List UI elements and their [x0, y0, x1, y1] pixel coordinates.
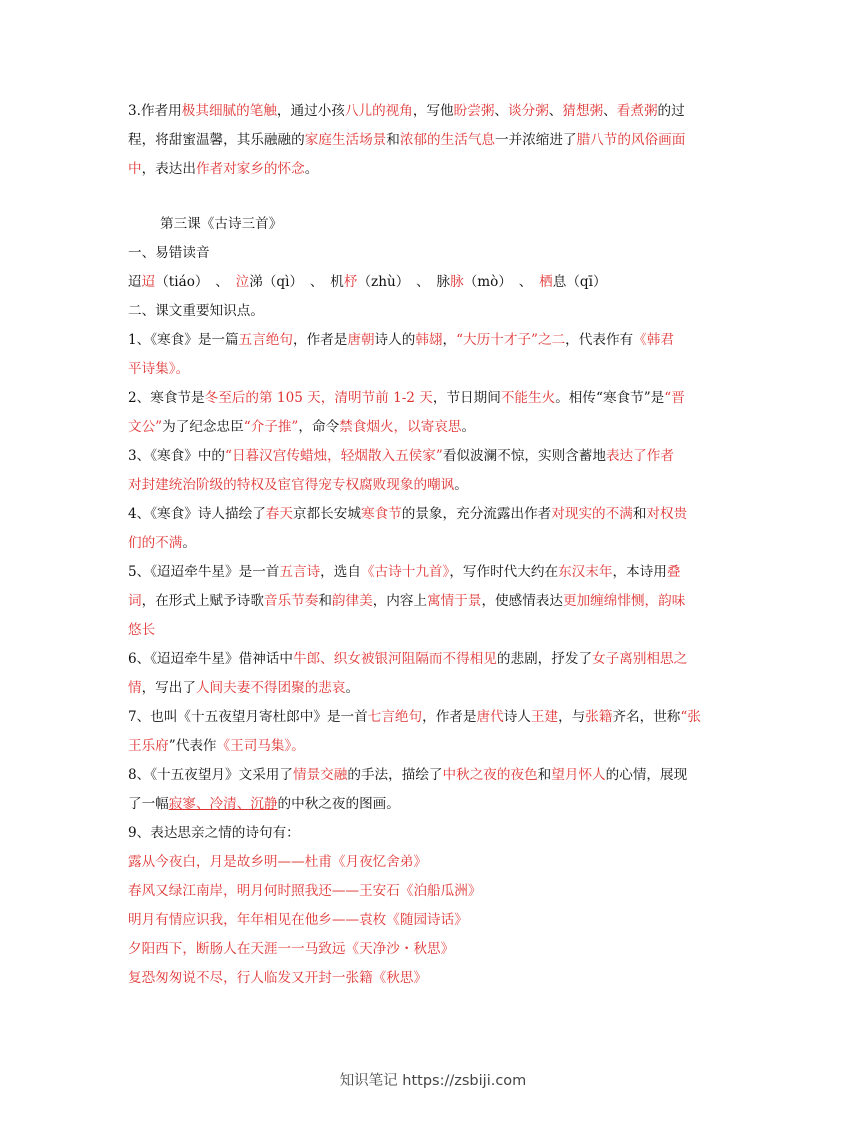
text-segment: 的悲剧，抒发了: [496, 651, 593, 667]
lines-line: [128, 297, 740, 326]
text-segment: 齐名，世称: [612, 709, 681, 725]
text-segment: （tiáo） 、: [155, 274, 236, 290]
text-segment: （zhù） 、 脉: [357, 274, 451, 290]
lines-line: [128, 442, 740, 471]
highlighted-text: 杼: [343, 274, 358, 290]
lines-line: [128, 268, 740, 297]
text-segment: ，写他: [412, 103, 454, 119]
lines-line: [128, 384, 740, 413]
lines-line: [128, 732, 740, 761]
text-segment: ”代表作: [168, 738, 217, 754]
lines-line: [128, 877, 740, 906]
highlighted-text: 家庭生活场景: [304, 132, 387, 148]
lines-line: [128, 239, 740, 268]
highlighted-text: 复恐匆匆说不尽，行人临发又开封一张籍《秋思》: [128, 970, 428, 986]
text-segment: 和: [318, 593, 332, 609]
highlighted-text: 迢: [141, 274, 156, 290]
text-segment: ，选自: [320, 564, 361, 580]
highlighted-text: 唐代: [476, 709, 504, 725]
text-segment: ，在形式上赋予诗歌: [141, 593, 264, 609]
highlighted-text: 腊八节的风俗画面: [576, 132, 686, 148]
lines-line: [128, 645, 740, 674]
text-segment: 看似波澜不惊，实则含蓄地: [442, 448, 606, 464]
text-segment: 8、《十五夜望月》文采用了: [128, 767, 293, 783]
text-segment: 。: [345, 680, 360, 696]
highlighted-text: 悠长: [128, 622, 156, 638]
highlighted-text: 春天: [265, 506, 293, 522]
lines-line: [128, 355, 740, 384]
text-segment: 诗人的: [374, 332, 416, 348]
text-segment: 的中秋之夜的图画。: [277, 796, 400, 812]
highlighted-text: “大历十才子”之二: [456, 332, 566, 348]
text-segment: 二、课文重要知识点。: [128, 303, 264, 319]
text-segment: 的景象，充分流露出作者: [401, 506, 552, 522]
text-segment: ，作者是: [292, 332, 348, 348]
highlighted-text: 《王司马集》。: [216, 738, 305, 754]
text-segment: ，写作时代大约在: [449, 564, 559, 580]
highlighted-text: 八儿的视角: [344, 103, 413, 119]
lines-line: [128, 471, 740, 500]
highlighted-text: 猜想粥: [562, 103, 604, 119]
highlighted-text: “张: [680, 709, 701, 725]
highlighted-text: 词: [128, 593, 142, 609]
text-segment: 迢: [128, 274, 142, 290]
highlighted-text: 牛郎、织女被银河阻隔而不得相见: [292, 651, 497, 667]
text-segment: ，节日期间: [432, 390, 501, 406]
lesson-title: 第三课《古诗三首》: [160, 216, 283, 232]
intro-line: [128, 155, 740, 184]
text-segment: 4、《寒食》诗人描绘了: [128, 506, 266, 522]
lines-line: [128, 761, 740, 790]
lesson-content: [128, 239, 740, 993]
text-segment: 为了纪念忠臣: [162, 419, 244, 435]
lines-line: [128, 413, 740, 442]
text-segment: 和: [537, 767, 552, 783]
text-segment: 3、《寒食》中的: [128, 448, 226, 464]
intro-line: [128, 97, 740, 126]
text-segment: 。: [461, 419, 476, 435]
text-segment: 1、《寒食》是一篇: [128, 332, 239, 348]
highlighted-text: 寓情于景: [427, 593, 482, 609]
text-segment: 、: [548, 103, 563, 119]
highlighted-text: 脉: [450, 274, 464, 290]
highlighted-text: 盼尝粥: [453, 103, 495, 119]
highlighted-text: 禁食烟火，以寄哀思: [339, 419, 462, 435]
lesson-section: [128, 210, 740, 993]
highlighted-text: 浓郁的生活气息: [399, 132, 496, 148]
highlighted-text: 王建: [530, 709, 559, 725]
highlighted-text: 情景交融: [292, 767, 348, 783]
highlighted-text: 东汉末年: [558, 564, 613, 580]
highlighted-text: 寒食节: [360, 506, 402, 522]
text-segment: 2、寒食节是: [128, 390, 205, 406]
highlighted-text: 露从今夜白，月是故乡明——杜甫《月夜忆舍弟》: [128, 854, 428, 870]
text-segment: 和: [632, 506, 647, 522]
text-segment: 。相传“寒食节”是: [555, 390, 665, 406]
text-segment: 。: [304, 161, 319, 177]
lines-line: [128, 848, 740, 877]
highlighted-text: 对封建统治阶级的特权及宦官得宠专权腐败现象的嘲讽: [128, 477, 455, 493]
highlighted-text: 冬至后的第 105 天，清明节前 1-2 天: [204, 390, 433, 406]
highlighted-text: 《韩君: [633, 332, 674, 348]
highlighted-text: 平诗集》。: [128, 361, 190, 377]
highlighted-text: 王乐府: [128, 738, 169, 754]
text-segment: 3.作者用: [128, 103, 182, 119]
highlighted-text: 不能生火: [500, 390, 556, 406]
highlighted-text: 对权贵: [646, 506, 688, 522]
highlighted-text: 表达了作者: [605, 448, 674, 464]
text-segment: 一、易错读音: [128, 245, 210, 261]
highlighted-text: 寂寥、冷清、沉静: [168, 796, 278, 812]
highlighted-text: 韩翃: [415, 332, 443, 348]
lines-line: [128, 587, 740, 616]
lines-line: [128, 616, 740, 645]
highlighted-text: 五言绝句: [238, 332, 293, 348]
lines-line: [128, 935, 740, 964]
highlighted-text: 泣: [235, 274, 250, 290]
highlighted-text: 韵律美: [331, 593, 373, 609]
highlighted-text: 更加缠绵悱恻，韵味: [563, 593, 686, 609]
highlighted-text: 叠: [666, 564, 681, 580]
intro-paragraph: [128, 97, 740, 184]
highlighted-text: 极其细腻的笔触: [181, 103, 277, 119]
highlighted-text: 情: [128, 680, 142, 696]
text-segment: 6、《迢迢牵牛星》借神话中: [128, 651, 293, 667]
text-segment: 。: [454, 477, 468, 493]
highlighted-text: 们的不满: [128, 535, 183, 551]
highlighted-text: “介子推”: [243, 419, 299, 435]
highlighted-text: 女子离别相思之: [592, 651, 688, 667]
highlighted-text: 谈分粥: [508, 103, 549, 119]
highlighted-text: 人间夫妻不得团聚的悲哀: [195, 680, 346, 696]
text-segment: ，命令: [298, 419, 340, 435]
text-segment: 涕（qì） 、 机: [249, 274, 344, 290]
highlighted-text: 望月怀人: [551, 767, 606, 783]
text-segment: ，写出了: [141, 680, 196, 696]
highlighted-text: 栖: [539, 274, 553, 290]
text-segment: 程，将甜蜜温馨，其乐融融的: [128, 132, 305, 148]
text-segment: ，: [442, 332, 457, 348]
highlighted-text: “晋: [664, 390, 685, 406]
text-segment: 9、表达思亲之情的诗句有：: [128, 825, 300, 841]
highlighted-text: 音乐节奏: [263, 593, 319, 609]
text-segment: 的心情，展现: [605, 767, 688, 783]
text-segment: 和: [386, 132, 400, 148]
highlighted-text: 看煮粥: [616, 103, 658, 119]
text-segment: ，代表作有: [565, 332, 634, 348]
highlighted-text: 《古诗十九首》: [360, 564, 450, 580]
highlighted-text: 夕阳西下，断肠人在天涯一一马致远《天净沙・秋思》: [128, 941, 455, 957]
highlighted-text: 明月有情应识我，年年相见在他乡——袁枚《随园诗话》: [128, 912, 468, 928]
text-segment: 5、《迢迢牵牛星》是一首: [128, 564, 280, 580]
lines-line: [128, 558, 740, 587]
text-segment: ，与: [558, 709, 586, 725]
highlighted-text: 中: [128, 161, 142, 177]
text-segment: 7、也叫《十五夜望月寄杜郎中》是一首: [128, 709, 368, 725]
text-segment: ，使感情表达: [481, 593, 563, 609]
text-segment: ，通过小孩: [276, 103, 345, 119]
text-segment: 、: [494, 103, 509, 119]
lines-line: [128, 703, 740, 732]
text-segment: 的手法，描绘了: [347, 767, 443, 783]
lines-line: [128, 906, 740, 935]
intro-line: [128, 126, 740, 155]
lines-line: [128, 326, 740, 355]
text-segment: ，表达出: [141, 161, 196, 177]
text-segment: 京都长安城: [292, 506, 361, 522]
lines-line: [128, 964, 740, 993]
text-segment: 诗人: [503, 709, 531, 725]
footer-watermark: 知识笔记 https://zsbiji.com: [339, 1073, 527, 1089]
highlighted-text: “日暮汉宫传蜡烛，轻烟散入五侯家”: [225, 448, 443, 464]
text-segment: ，本诗用: [612, 564, 667, 580]
text-segment: 息（qī）: [552, 274, 607, 290]
highlighted-text: 春风又绿江南岸，明月何时照我还——王安石《泊船瓜洲》: [128, 883, 482, 899]
lines-line: [128, 819, 740, 848]
highlighted-text: 张籍: [585, 709, 613, 725]
highlighted-text: 唐朝: [347, 332, 375, 348]
text-segment: 了一幅: [128, 796, 169, 812]
highlighted-text: 作者对家乡的怀念: [195, 161, 305, 177]
text-segment: 。: [182, 535, 196, 551]
text-segment: 一并浓缩进了: [495, 132, 577, 148]
highlighted-text: 文公”: [128, 419, 163, 435]
text-segment: （mò） 、: [463, 274, 540, 290]
text-segment: ，内容上: [372, 593, 428, 609]
lines-line: [128, 529, 740, 558]
lines-line: [128, 790, 740, 819]
lines-line: [128, 500, 740, 529]
highlighted-text: 中秋之夜的夜色: [442, 767, 538, 783]
text-segment: ，作者是: [422, 709, 477, 725]
highlighted-text: 七言绝句: [367, 709, 423, 725]
highlighted-text: 五言诗: [279, 564, 321, 580]
highlighted-text: 对现实的不满: [551, 506, 633, 522]
text-segment: 、: [603, 103, 617, 119]
lines-line: [128, 674, 740, 703]
text-segment: 的过: [657, 103, 685, 119]
